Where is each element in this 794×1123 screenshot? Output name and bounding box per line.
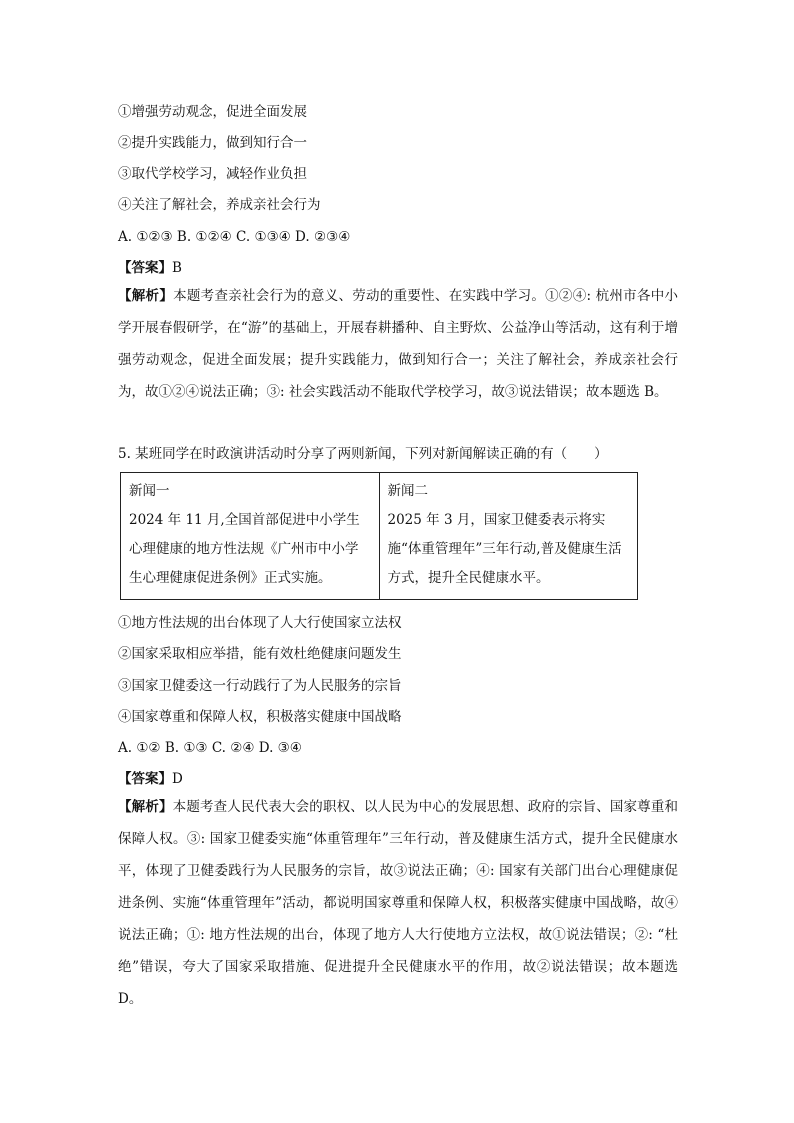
analysis-text: 本题考查亲社会行为的意义、劳动的重要性、在实践中学习。①②④: 杭州市各中小学开展春假研学，在“游”的基础上，开展春耕播种、自主野炊、公益净山等活动，这有利于增强劳动观念，促进全面发展；提升实践能力，做到知行合一；关注了解社会，养成亲社会行为，故①②④说法正确；③: 社会实践活动不能取代学校学习，故③说法错误；故本题选 B。 <box>118 288 679 400</box>
news-title: 新闻一 <box>129 483 170 499</box>
q4-option-2: ②提升实践能力，做到知行合一 <box>118 135 307 151</box>
q5-answer <box>118 769 183 789</box>
q5-option-1: ①地方性法规的出台体现了人大行使国家立法权 <box>118 615 402 631</box>
analysis-text: 本题考查人民代表大会的职权、以人民为中心的发展思想、政府的宗旨、国家尊重和保障人权。③: 国家卫健委实施“体重管理年”三年行动，普及健康生活方式，提升全民健康水平，体现了卫健委践行为人民服务的宗旨，故③说法正确；④: 国家有关部门出台心理健康促进条例、实施“体重管理年”活动，都说明国家尊重和保障人权，积极落实健康中国战略，故④说法正确；①: 地方性法规的出台，体现了地方人大行使地方立法权，故①说法错误；②: “杜绝”错误，夸大了国家采取措施、促进提升全民健康水平的作用，故②说法错误；故本题选 D。 <box>118 799 679 1007</box>
q4-analysis <box>118 280 678 408</box>
analysis-label: 【解析】 <box>118 288 174 304</box>
q4-choices: A. ①②③ B. ①②④ C. ①③④ D. ②③④ <box>118 229 351 245</box>
news-cell-1 <box>121 473 380 600</box>
answer-label: 【答案】 <box>118 260 172 276</box>
q4-option-1: ①增强劳动观念，促进全面发展 <box>118 104 307 120</box>
answer-label: 【答案】 <box>118 771 172 787</box>
q5-analysis <box>118 791 678 1015</box>
q4-answer <box>118 258 182 278</box>
answer-value: B <box>172 260 182 276</box>
news-table <box>120 472 638 600</box>
q5-option-4: ④国家尊重和保障人权，积极落实健康中国战略 <box>118 709 402 725</box>
news-body: 2025 年 3 月，国家卫健委表示将实施“体重管理年”三年行动,普及健康生活方式，提升全民健康水平。 <box>387 512 622 586</box>
q5-stem: 5. 某班同学在时政演讲活动时分享了两则新闻，下列对新闻解读正确的有（ ） <box>118 446 608 462</box>
news-body: 2024 年 11 月,全国首部促进中小学生心理健康的地方性法规《广州市中小学生心理健康促进条例》正式实施。 <box>129 512 360 586</box>
answer-value: D <box>172 771 183 787</box>
q5-option-3: ③国家卫健委这一行动践行了为人民服务的宗旨 <box>118 678 402 694</box>
q5-option-2: ②国家采取相应举措，能有效杜绝健康问题发生 <box>118 646 402 662</box>
q4-option-4: ④关注了解社会，养成亲社会行为 <box>118 197 321 213</box>
q5-choices: A. ①② B. ①③ C. ②④ D. ③④ <box>118 740 302 756</box>
news-title: 新闻二 <box>387 483 428 499</box>
q4-option-3: ③取代学校学习，减轻作业负担 <box>118 166 307 182</box>
news-cell-2 <box>379 473 638 600</box>
analysis-label: 【解析】 <box>118 799 173 815</box>
